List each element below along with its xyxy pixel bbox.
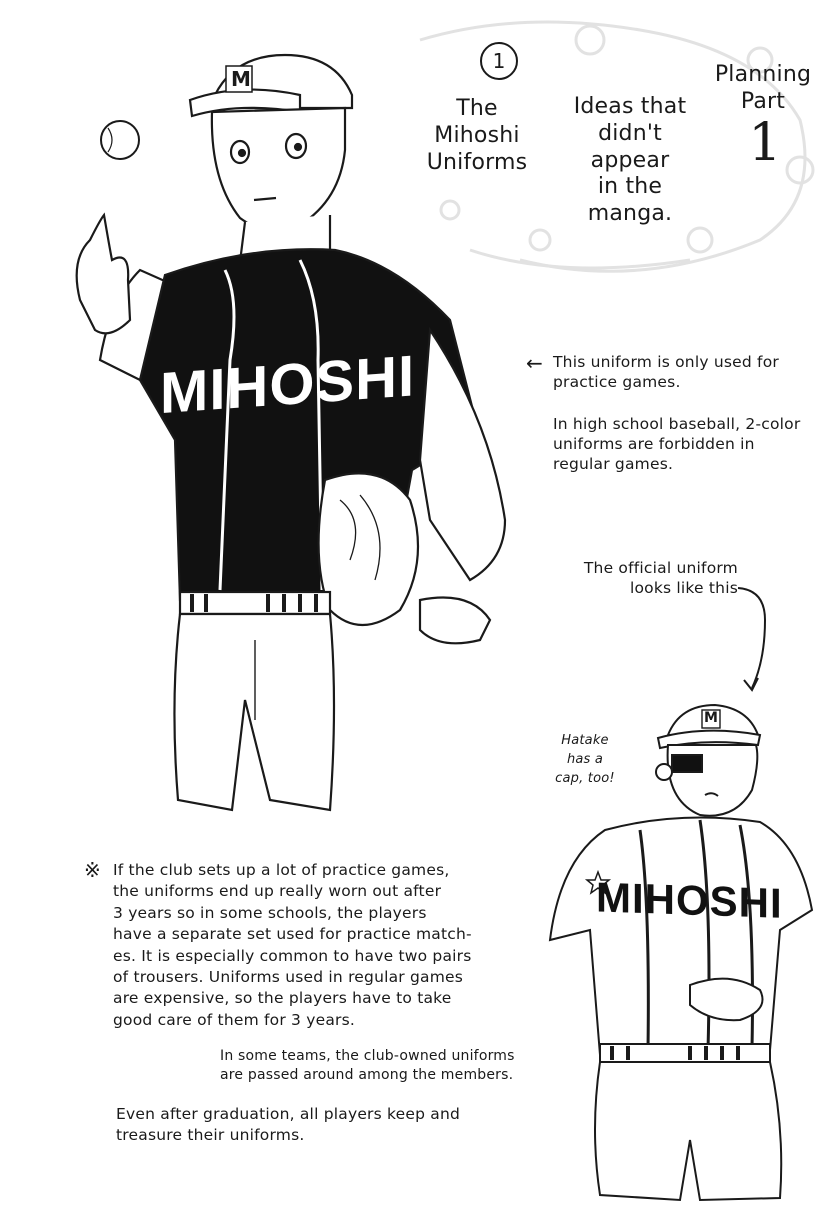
footnote-closing: Even after graduation, all players keep and treasure their uniforms.: [116, 1105, 461, 1145]
title-column: The Mihoshi Uniforms: [426, 96, 528, 175]
ideas-column: Ideas that didn't appear in the manga.: [573, 94, 687, 227]
planning-number: 1: [748, 113, 782, 173]
practice-note-line2: In high school baseball, 2-color uniforms are forbidden in regular games.: [553, 415, 801, 474]
practice-note-line1: This uniform is only used for practice games.: [553, 353, 779, 392]
baseball-icon: [101, 121, 139, 159]
official-uniform-note: The official uniform looks like this: [583, 559, 738, 598]
footnote-main: If the club sets up a lot of practice games, the uniforms end up really worn out after 3 years so in some schools, the players have a separate set used for practice match- es. It is especially common to have two pairs of trousers. Uniforms used in regular games are expensive, so the players have to take good care of them for 3 years.: [113, 861, 472, 1029]
footnote-sub: In some teams, the club-owned uniforms are passed around among the members.: [220, 1048, 515, 1083]
footnote-marker: ※: [84, 858, 101, 882]
header-number-badge: [480, 42, 518, 80]
hatake-cap-note: Hatake has a cap, too!: [555, 733, 615, 786]
header-number: 1: [492, 49, 506, 73]
official-jersey-lettering: MIHOSHI: [596, 873, 783, 927]
practice-note-arrow: ←: [526, 351, 543, 375]
planning-label: Planning Part: [714, 62, 812, 114]
practice-jersey-lettering: MIHOSHI: [160, 343, 416, 427]
curved-arrow-icon: [738, 588, 765, 690]
official-cap-letter: M: [704, 710, 718, 726]
practice-cap-letter: M: [231, 67, 251, 91]
